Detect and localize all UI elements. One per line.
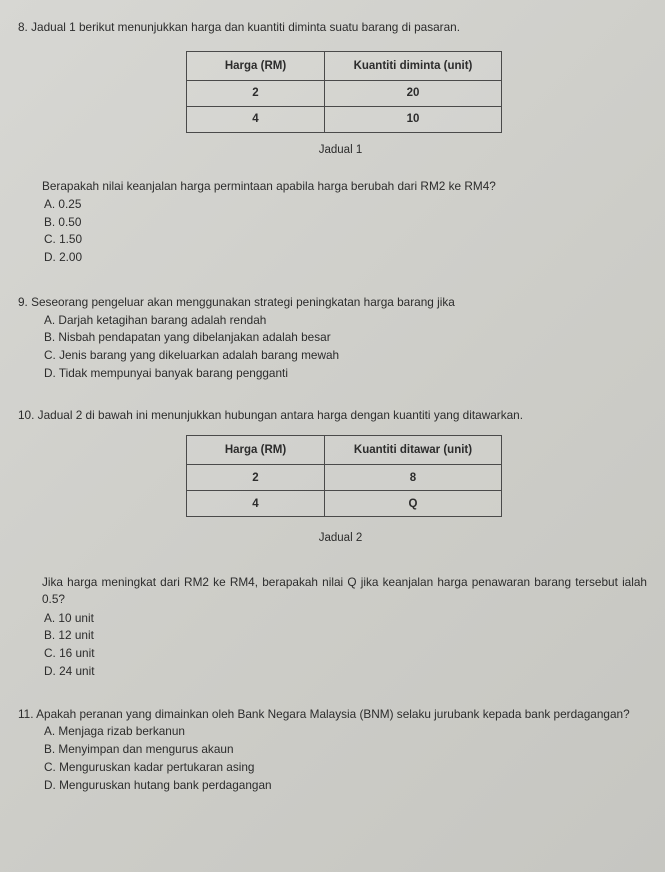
table-2-header-price: Harga (RM) <box>187 436 325 465</box>
option-8b: B. 0.50 <box>44 214 82 229</box>
question-10 <box>18 408 647 678</box>
option-9a: A. Darjah ketagihan barang adalah rendah <box>44 312 267 327</box>
table-1-header-quantity: Kuantiti diminta (unit) <box>325 51 502 80</box>
question-10-question: Jika harga meningkat dari RM2 ke RM4, berapakah nilai Q jika keanjalan harga penawaran barang tersebut ialah 0.5? <box>42 574 647 606</box>
question-8 <box>18 20 647 265</box>
question-9-stem: 9. Seseorang pengeluar akan menggunakan strategi peningkatan harga barang jika <box>18 294 455 309</box>
table-row <box>187 465 502 491</box>
table-1-header-row <box>187 51 502 80</box>
table-1-cell: 10 <box>325 106 502 132</box>
table-1-cell: 4 <box>187 106 325 132</box>
table-row <box>187 491 502 517</box>
question-9 <box>18 295 647 381</box>
question-11-stem: 11. Apakah peranan yang dimainkan oleh Bank Negara Malaysia (BNM) selaku jurubank kepada bank perdagangan? <box>18 706 630 721</box>
question-10-stem: 10. Jadual 2 di bawah ini menunjukkan hubungan antara harga dengan kuantiti yang ditawarkan. <box>18 408 524 423</box>
table-2-caption: Jadual 2 <box>318 532 363 545</box>
table-1 <box>186 51 502 133</box>
option-10b: B. 12 unit <box>44 628 94 643</box>
option-11b: B. Menyimpan dan mengurus akaun <box>44 742 234 757</box>
option-11a: A. Menjaga rizab berkanun <box>44 724 185 739</box>
table-2-header-row <box>187 436 502 465</box>
option-10c: C. 16 unit <box>44 646 95 661</box>
option-8c: C. 1.50 <box>44 232 83 247</box>
table-1-cell: 2 <box>187 80 325 106</box>
option-9c: C. Jenis barang yang dikeluarkan adalah barang mewah <box>44 347 340 362</box>
table-row <box>187 80 502 106</box>
option-10d: D. 24 unit <box>44 663 95 678</box>
option-11d: D. Menguruskan hutang bank perdagangan <box>44 777 272 792</box>
table-2-cell: Q <box>325 491 502 517</box>
option-11c: C. Menguruskan kadar pertukaran asing <box>44 759 255 774</box>
option-8d: D. 2.00 <box>44 250 83 265</box>
table-1-header-price: Harga (RM) <box>187 51 325 80</box>
table-2-cell: 4 <box>187 491 325 517</box>
question-11 <box>18 707 647 793</box>
option-10a: A. 10 unit <box>44 610 94 625</box>
option-8a: A. 0.25 <box>44 196 82 211</box>
table-2-cell: 8 <box>325 465 502 491</box>
question-8-question: Berapakah nilai keanjalan harga permintaan apabila harga berubah dari RM2 ke RM4? <box>42 179 496 194</box>
option-9b: B. Nisbah pendapatan yang dibelanjakan adalah besar <box>44 330 331 345</box>
table-2-cell: 2 <box>187 465 325 491</box>
table-2 <box>186 435 502 517</box>
table-row <box>187 106 502 132</box>
option-9d: D. Tidak mempunyai banyak barang pengganti <box>44 365 288 380</box>
table-1-cell: 20 <box>325 80 502 106</box>
table-2-header-quantity: Kuantiti ditawar (unit) <box>325 436 502 465</box>
table-1-caption: Jadual 1 <box>318 143 363 156</box>
question-8-stem: 8. Jadual 1 berikut menunjukkan harga dan kuantiti diminta suatu barang di pasaran. <box>18 20 461 34</box>
